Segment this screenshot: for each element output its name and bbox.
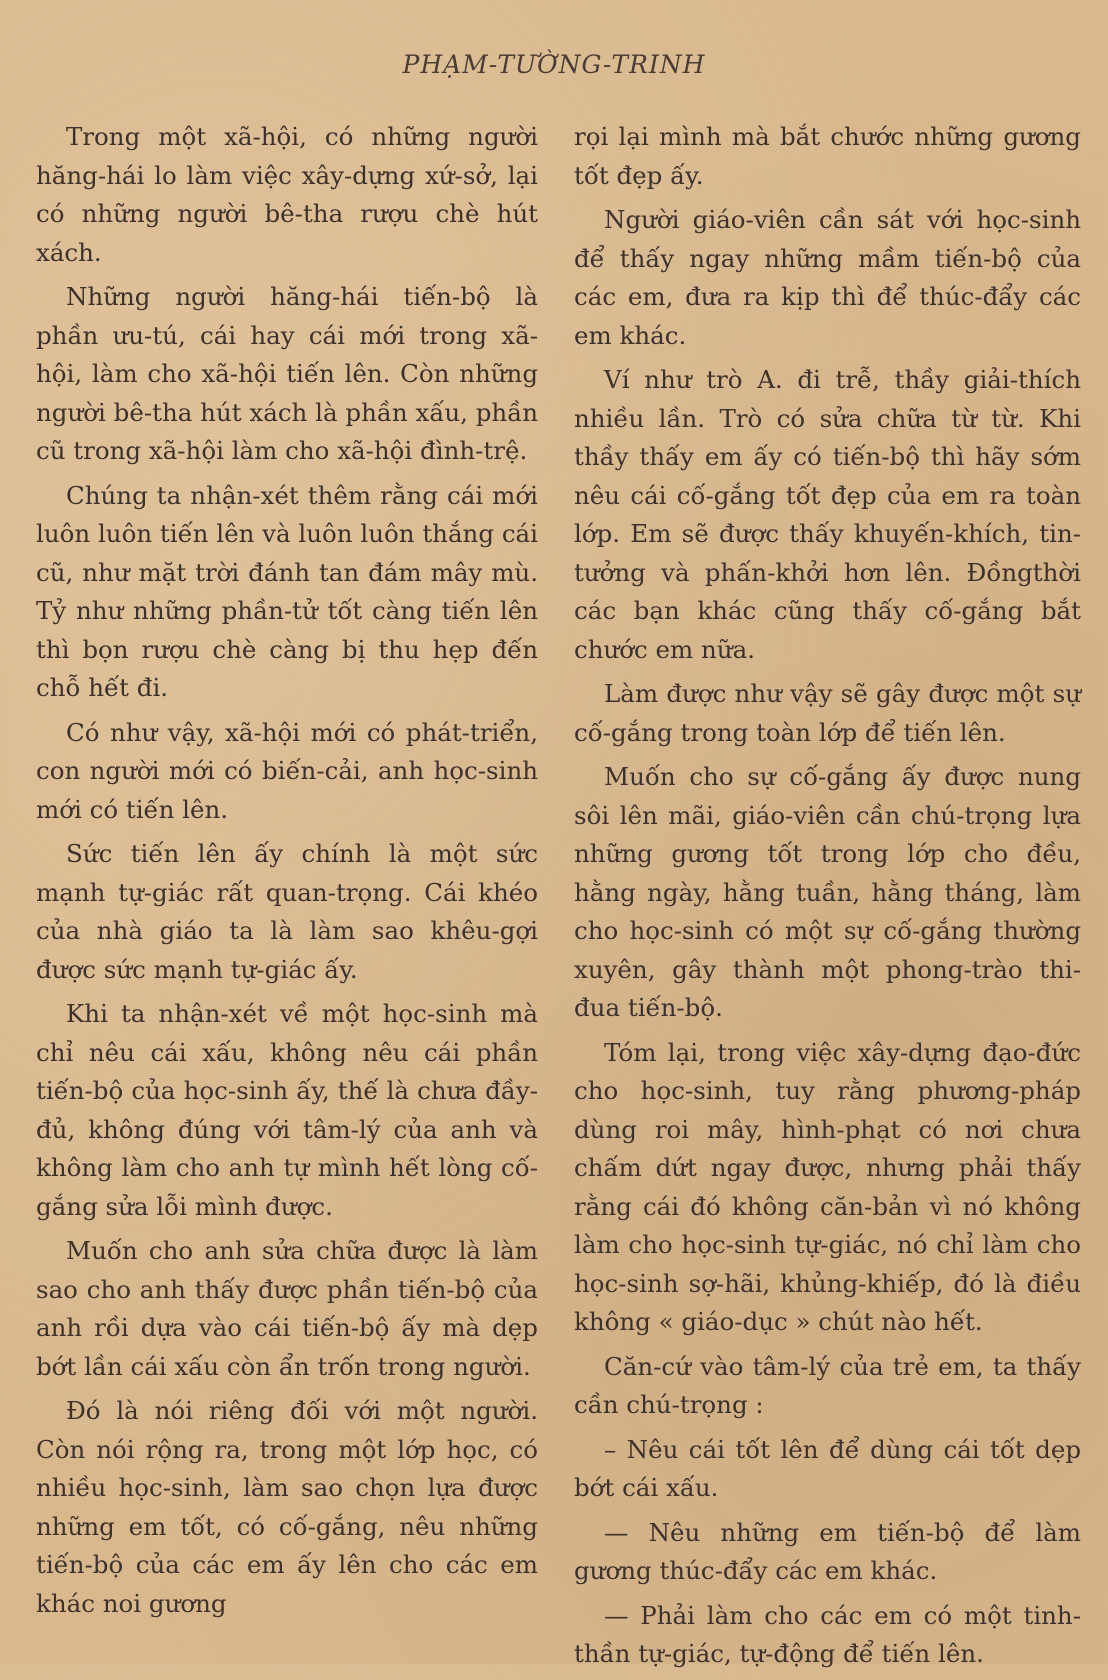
paragraph: Ví như trò A. đi trễ, thầy giải-thích nhiều lần. Trò có sửa chữa từ từ. Khi thầy thấy em ấy có tiến-bộ thì hãy sớm nêu cái cố-gắng tốt đẹp của em ra toàn lớp. Em sẽ được thấy khuyến-khích, tin-tưởng và phấn-khởi hơn lên. Đồngthời các bạn khác cũng thấy cố-gắng bắt chước em nữa. <box>574 365 1081 664</box>
list-item: — Nêu những em tiến-bộ để làm gương thúc-đẩy các em khác. <box>574 1517 1081 1585</box>
paragraph: Làm được như vậy sẽ gây được một sự cố-gắng trong toàn lớp để tiến lên. <box>574 679 1081 747</box>
paragraph: Muốn cho sự cố-gắng ấy được nung sôi lên mãi, giáo-viên cần chú-trọng lựa những gương tốt trong lớp cho đều, hằng ngày, hằng tuần, hằng tháng, làm cho học-sinh có một sự cố-gắng thường xuyên, gây thành một phong-trào thi-đua tiến-bộ. <box>574 762 1081 1022</box>
paragraph: Sức tiến lên ấy chính là một sức mạnh tự-giác rất quan-trọng. Cái khéo của nhà giáo ta là làm sao khêu-gợi được sức mạnh tự-giác ấy. <box>36 839 538 984</box>
right-column <box>574 118 1081 1680</box>
paragraph: Khi ta nhận-xét về một học-sinh mà chỉ nêu cái xấu, không nêu cái phần tiến-bộ của học-sinh ấy, thế là chưa đầy-đủ, không đúng với tâm-lý của anh và không làm cho anh tự mình hết lòng cố-gắng sửa lỗi mình được. <box>36 999 538 1221</box>
paragraph: Muốn cho anh sửa chữa được là làm sao cho anh thấy được phần tiến-bộ của anh rồi dựa vào cái tiến-bộ ấy mà dẹp bớt lần cái xấu còn ẩn trốn trong người. <box>36 1236 538 1381</box>
page-header: PHẠM-TƯỜNG-TRINH <box>402 50 706 79</box>
paragraph: Tóm lại, trong việc xây-dựng đạo-đức cho học-sinh, tuy rằng phương-pháp dùng roi mây, hình-phạt có nơi chưa chấm dứt ngay được, nhưng phải thấy rằng cái đó không căn-bản vì nó không làm cho học-sinh tự-giác, nó chỉ làm cho học-sinh sợ-hãi, khủng-khiếp, đó là điều không « giáo-dục » chút nào hết. <box>574 1037 1081 1336</box>
paragraph: Đó là nói riêng đối với một người. Còn nói rộng ra, trong một lớp học, có nhiều học-sinh, làm sao chọn lựa được những em tốt, có cố-gắng, nêu những tiến-bộ của các em ấy lên cho các em khác noi gương <box>36 1396 538 1618</box>
left-column <box>36 118 538 1629</box>
paragraph: rọi lại mình mà bắt chước những gương tốt đẹp ấy. <box>574 122 1081 190</box>
list-item: — Phải làm cho các em có một tinh-thần tự-giác, tự-động để tiến lên. <box>574 1600 1081 1668</box>
paragraph: Những người hăng-hái tiến-bộ là phần ưu-tú, cái hay cái mới trong xã-hội, làm cho xã-hội tiến lên. Còn những người bê-tha hút xách là phần xấu, phần cũ trong xã-hội làm cho xã-hội đình-trệ. <box>36 282 538 465</box>
paragraph: Căn-cứ vào tâm-lý của trẻ em, ta thấy cần chú-trọng : <box>574 1351 1081 1419</box>
paragraph: Có như vậy, xã-hội mới có phát-triển, con người mới có biến-cải, anh học-sinh mới có tiến lên. <box>36 717 538 824</box>
paragraph: Chúng ta nhận-xét thêm rằng cái mới luôn luôn tiến lên và luôn luôn thắng cái cũ, như mặt trời đánh tan đám mây mù. Tỷ như những phần-tử tốt càng tiến lên thì bọn rượu chè càng bị thu hẹp đến chỗ hết đi. <box>36 480 538 702</box>
paragraph: Trong một xã-hội, có những người hăng-hái lo làm việc xây-dựng xứ-sở, lại có những người bê-tha rượu chè hút xách. <box>36 122 538 267</box>
list-item: – Nêu cái tốt lên để dùng cái tốt dẹp bớt cái xấu. <box>574 1434 1081 1502</box>
paragraph: Người giáo-viên cần sát với học-sinh để thấy ngay những mầm tiến-bộ của các em, đưa ra kịp thì để thúc-đẩy các em khác. <box>574 205 1081 350</box>
